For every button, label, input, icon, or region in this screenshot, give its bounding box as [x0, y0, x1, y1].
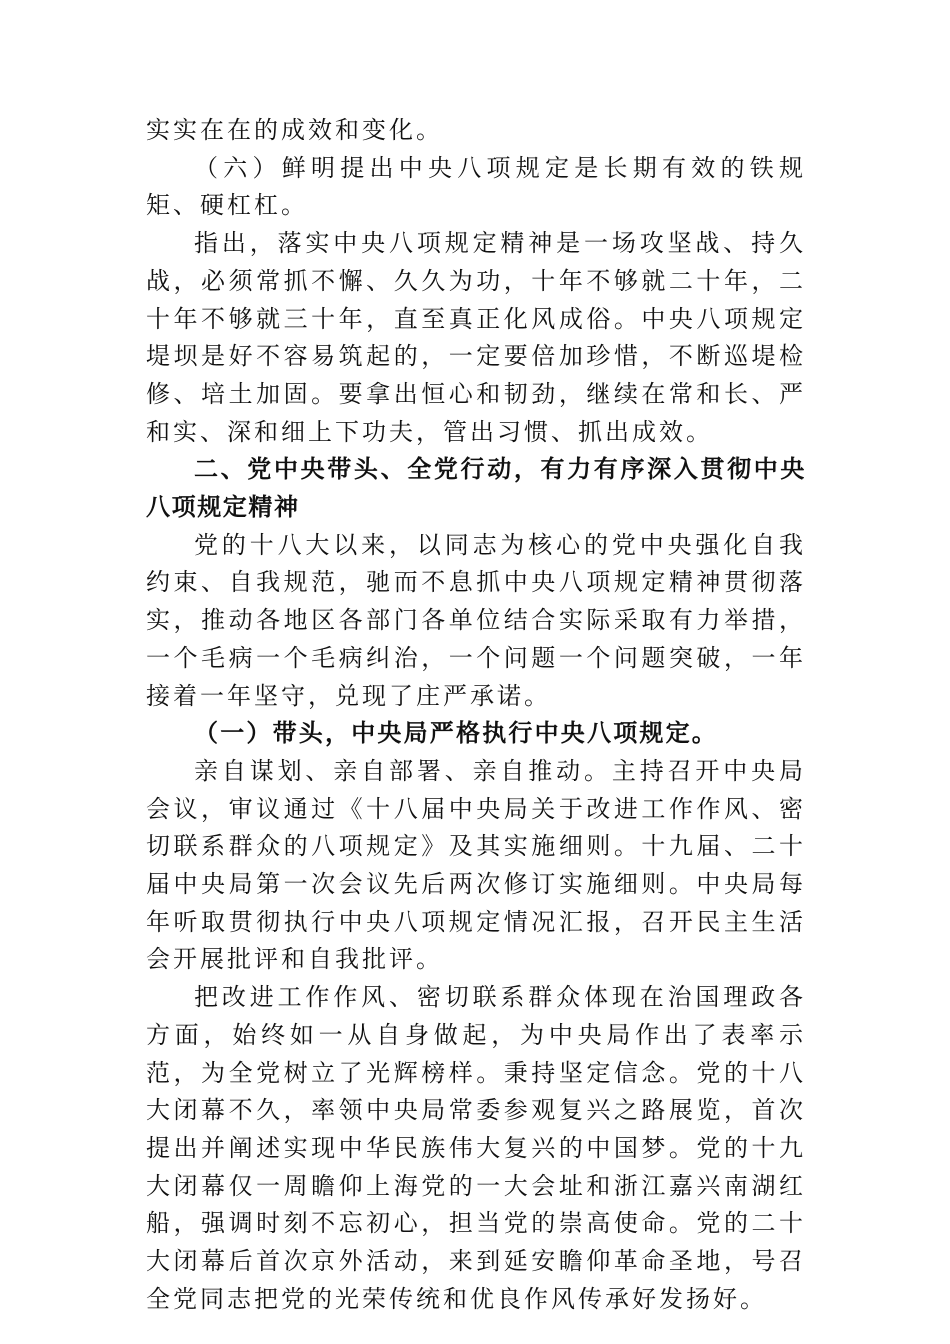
subheading-six: （六）鲜明提出中央八项规定是长期有效的铁规矩、硬杠杠。: [146, 153, 806, 220]
paragraph-six: 指出，落实中央八项规定精神是一场攻坚战、持久战，必须常抓不懈、久久为功，十年不够就二十年，二十年不够就三十年，直至真正化风成俗。中央八项规定堤坝是好不容易筑起的，一定要倍加珍惜，不断巡堤检修、培土加固。要拿出恒心和韧劲，继续在常和长、严和实、深和细上下功夫，管出习惯、抓出成效。: [146, 229, 806, 446]
subheading-one: （一）带头，中央局严格执行中央八项规定。: [194, 719, 718, 748]
paragraph-continuation: 实实在在的成效和变化。: [146, 116, 443, 144]
document-page: [146, 112, 806, 1319]
paragraph-one-a: 亲自谋划、亲自部署、亲自推动。主持召开中央局会议，审议通过《十八届中央局关于改进工作作风、密切联系群众的八项规定》及其实施细则。十九届、二十届中央局第一次会议先后两次修订实施细则。中央局每年听取贯彻执行中央八项规定情况汇报，召开民主生活会开展批评和自我批评。: [146, 756, 806, 974]
section-heading-two: 二、党中央带头、全党行动，有力有序深入贯彻中央八项规定精神: [146, 455, 806, 522]
paragraph-section-two: 党的十八大以来，以同志为核心的党中央强化自我约束、自我规范，驰而不息抓中央八项规定精神贯彻落实，推动各地区各部门各单位结合实际采取有力举措，一个毛病一个毛病纠治，一个问题一个问题突破，一年接着一年坚守，兑现了庄严承诺。: [146, 530, 806, 710]
paragraph-one-b: 把改进工作作风、密切联系群众体现在治国理政各方面，始终如一从自身做起，为中央局作出了表率示范，为全党树立了光辉榜样。秉持坚定信念。党的十八大闭幕不久，率领中央局常委参观复兴之路展览，首次提出并阐述实现中华民族伟大复兴的中国梦。党的十九大闭幕仅一周瞻仰上海党的一大会址和浙江嘉兴南湖红船，强调时刻不忘初心，担当党的崇高使命。党的二十大闭幕后首次京外活动，来到延安瞻仰革命圣地，号召全党同志把党的光荣传统和优良作风传承好发扬好。: [146, 983, 806, 1313]
